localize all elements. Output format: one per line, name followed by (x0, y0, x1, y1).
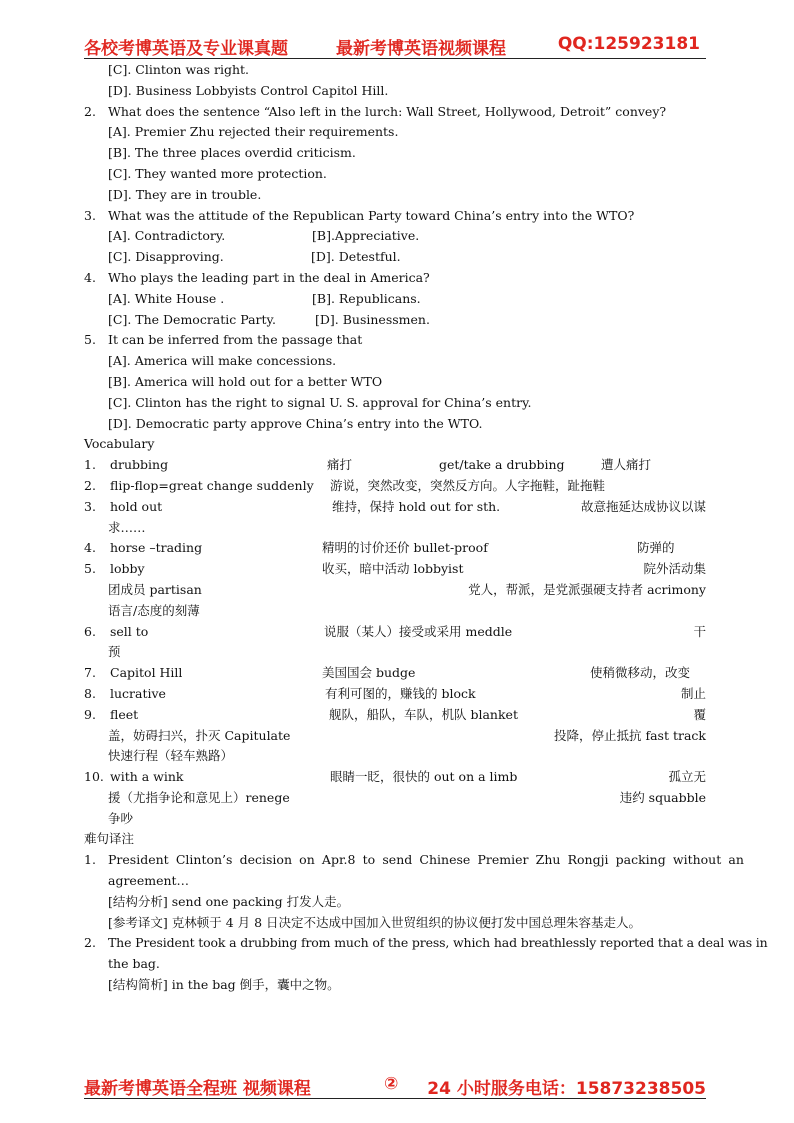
q4-option-d: [D]. Businessmen. (315, 311, 430, 327)
vocab-8-number: 8. (84, 685, 96, 701)
vocab-2-number: 2. (84, 477, 96, 493)
vocab-4-def2: 防弹的 (637, 540, 675, 556)
vocab-5-cont-2: 语言/态度的刻薄 (108, 602, 200, 618)
vocab-1-term: drubbing (110, 457, 169, 473)
q1-option-d: [D]. Business Lobbyists Control Capitol Hill. (108, 82, 389, 98)
vocab-10-cont-b: 违约 squabble (619, 789, 706, 805)
q2-number: 2. (84, 103, 96, 119)
vocab-8-def: 有利可图的，赚钱的 block (325, 685, 476, 701)
q3-option-d: [D]. Detestful. (311, 249, 401, 265)
vocab-5-def: 收买，暗中活动 lobbyist (322, 561, 464, 577)
vocab-7-number: 7. (84, 665, 96, 681)
q2-text: What does the sentence “Also left in the lurch: Wall Street, Hollywood, Detroit” convey? (108, 103, 667, 119)
q1-option-c: [C]. Clinton was right. (108, 62, 250, 77)
vocab-1-def2: 遭人痛打 (601, 457, 652, 473)
sentence-1-analysis: [结构分析] send one packing 打发人走。 (108, 893, 350, 909)
q5-number: 5. (84, 332, 96, 348)
q4-number: 4. (84, 269, 96, 285)
sentence-2-line1: The President took a drubbing from much of the press, which had breathlessly reported that a deal was in (108, 935, 768, 951)
vocab-5-cont-a: 团成员 partisan (108, 581, 202, 597)
vocab-10-term: with a wink (110, 769, 184, 785)
vocab-9-def: 舰队，船队，车队，机队 blanket (329, 706, 518, 722)
vocab-5-def2: 院外活动集 (643, 561, 706, 577)
q2-option-d: [D]. They are in trouble. (108, 186, 262, 202)
header-middle-text: 最新考博英语视频课程 (336, 39, 506, 59)
vocab-9-cont-b: 投降，停止抵抗 fast track (554, 727, 706, 743)
vocab-3-term: hold out (110, 498, 163, 514)
vocab-1-def: 痛打 (327, 457, 353, 473)
vocab-4-number: 4. (84, 540, 96, 556)
q3-number: 3. (84, 207, 96, 223)
sentence-1-line1 (108, 850, 744, 871)
vocab-3-def2: 故意拖延达成协议以谋 (580, 498, 706, 514)
sentence-1-number: 1. (84, 852, 96, 868)
vocab-6-def2: 干 (693, 623, 706, 639)
sentence-1-line2: agreement… (108, 873, 190, 889)
q4-option-a: [A]. White House . (108, 290, 225, 306)
q5-option-a: [A]. America will make concessions. (108, 353, 337, 369)
q3-text: What was the attitude of the Republican Party toward China’s entry into the WTO? (108, 207, 635, 223)
vocab-10-cont-2: 争吵 (108, 810, 134, 826)
q2-option-a: [A]. Premier Zhu rejected their requirements. (108, 124, 399, 140)
q5-option-d: [D]. Democratic party approve China’s entry into the WTO. (108, 415, 483, 431)
vocab-9-def2: 覆 (693, 706, 706, 722)
vocab-4-term: horse –trading (110, 540, 203, 556)
vocab-10-cont-a: 援（尤指争论和意见上）renege (108, 789, 290, 805)
page-footer (84, 1072, 706, 1099)
q4-text: Who plays the leading part in the deal in America? (108, 269, 430, 285)
vocab-5-term: lobby (110, 561, 145, 577)
vocab-3-number: 3. (84, 498, 96, 514)
sentences-heading: 难句译注 (84, 831, 135, 847)
vocab-6-def: 说服（某人）接受或采用 meddle (324, 623, 513, 639)
vocab-8-term: lucrative (110, 685, 166, 701)
header-qq-text: QQ:125923181 (557, 34, 700, 54)
footer-phone-text: 24 小时服务电话：15873238505 (427, 1079, 706, 1099)
q2-option-c: [C]. They wanted more protection. (108, 165, 327, 181)
q3-option-c: [C]. Disapproving. (108, 249, 224, 265)
vocab-10-number: 10. (84, 769, 104, 785)
sentence-2-analysis: [结构简析] in the bag 倒手，囊中之物。 (108, 977, 340, 993)
vocab-9-cont-a: 盖，妨碍扫兴，扑灭 Capitulate (108, 727, 291, 743)
document-body (84, 60, 768, 996)
vocab-1-term2: get/take a drubbing (439, 457, 565, 473)
sentence-1-translation: [参考译文] 克林顿于 4 月 8 日决定不达成中国加入世贸组织的协议便打发中国总理朱容基走人。 (108, 914, 642, 930)
vocab-9-cont-2: 快速行程（轻车熟路） (108, 748, 234, 764)
vocab-4-def: 精明的讨价还价 bullet-proof (322, 540, 488, 556)
footer-left-text: 最新考博英语全程班 视频课程 (84, 1079, 311, 1099)
vocab-7-term: Capitol Hill (110, 665, 183, 681)
vocab-3-def: 维持，保持 hold out for sth. (332, 498, 501, 514)
q4-option-b: [B]. Republicans. (312, 290, 421, 306)
page-header (84, 30, 706, 59)
vocabulary-heading: Vocabulary (84, 436, 155, 452)
q5-option-b: [B]. America will hold out for a better WTO (108, 373, 383, 389)
sentence-2-number: 2. (84, 935, 96, 951)
q4-option-c: [C]. The Democratic Party. (108, 311, 276, 327)
vocab-6-term: sell to (110, 623, 149, 639)
vocab-8-def2: 制止 (680, 685, 706, 701)
vocab-2-def: 游说，突然改变，突然反方向。人字拖鞋，趾拖鞋 (330, 477, 606, 493)
header-left-text: 各校考博英语及专业课真题 (84, 39, 288, 59)
vocab-2-term: flip-flop=great change suddenly (110, 477, 314, 493)
vocab-1-number: 1. (84, 457, 96, 473)
sentence-1-line1-text: President Clinton’s decision on Apr.8 to send Chinese Premier Zhu Rongji packing without an (108, 852, 744, 868)
q5-text: It can be inferred from the passage that (108, 332, 363, 348)
vocab-3-continuation: 求…… (108, 519, 146, 535)
vocab-7-def: 美国国会 budge (322, 665, 416, 681)
q5-option-c: [C]. Clinton has the right to signal U. S. approval for China’s entry. (108, 394, 532, 410)
vocab-10-def: 眼睛一眨，很快的 out on a limb (330, 769, 518, 785)
vocab-5-cont-b: 党人，帮派，是党派强硬支持者 acrimony (468, 581, 706, 597)
vocab-6-number: 6. (84, 623, 96, 639)
q3-option-a: [A]. Contradictory. (108, 228, 226, 244)
q2-option-b: [B]. The three places overdid criticism. (108, 145, 356, 161)
vocab-9-number: 9. (84, 706, 96, 722)
sentence-2-line2: the bag. (108, 956, 160, 972)
footer-page-number: ② (384, 1074, 399, 1094)
vocab-5-number: 5. (84, 561, 96, 577)
vocab-6-continuation: 预 (108, 644, 121, 660)
vocab-9-term: fleet (110, 706, 139, 722)
vocab-7-def2: 使稍微移动，改变 (590, 665, 691, 681)
q3-option-b: [B].Appreciative. (312, 228, 420, 244)
vocab-10-def2: 孤立无 (668, 769, 706, 785)
